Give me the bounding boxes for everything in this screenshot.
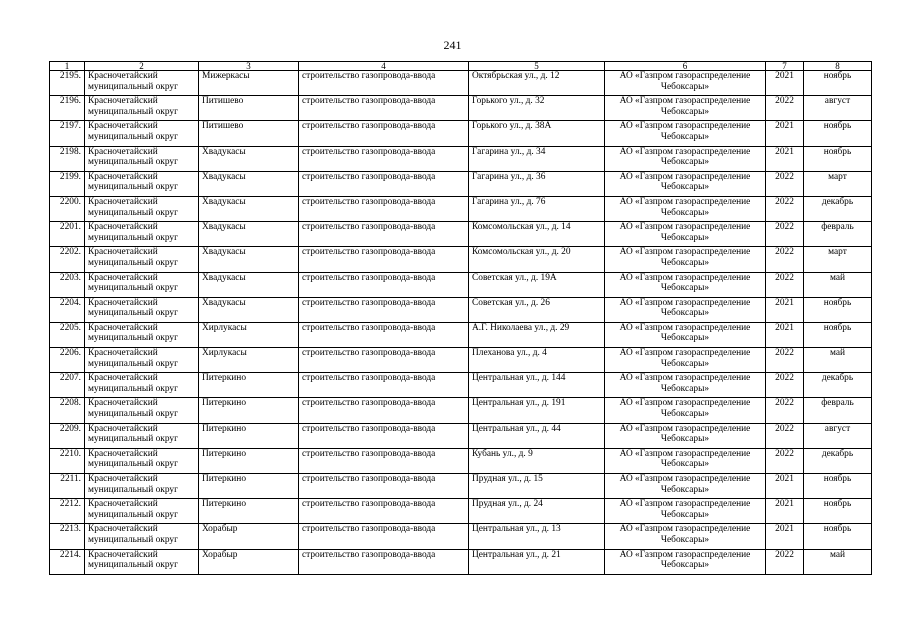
settlement-cell: Хвадукасы [199,272,299,297]
year-cell: 2022 [766,398,804,423]
work-type-cell: строительство газопровода-ввода [299,121,469,146]
year-cell: 2021 [766,71,804,96]
month-cell: ноябрь [804,146,872,171]
work-type-cell: строительство газопровода-ввода [299,474,469,499]
year-cell: 2022 [766,423,804,448]
address-cell: Горького ул., д. 38А [469,121,605,146]
address-cell: Центральная ул., д. 44 [469,423,605,448]
month-cell: ноябрь [804,121,872,146]
organization-cell: АО «Газпром газораспределение Чебоксары» [605,96,766,121]
settlement-cell: Питишево [199,121,299,146]
district-cell: Красночетайский муниципальный округ [85,348,199,373]
settlement-cell: Хвадукасы [199,247,299,272]
organization-cell: АО «Газпром газораспределение Чебоксары» [605,398,766,423]
table-row [50,348,872,373]
settlement-cell: Питишево [199,96,299,121]
row-number: 2212. [50,499,85,524]
address-cell: Плеханова ул., д. 4 [469,348,605,373]
month-cell: декабрь [804,448,872,473]
table-row [50,499,872,524]
district-cell: Красночетайский муниципальный округ [85,297,199,322]
organization-cell: АО «Газпром газораспределение Чебоксары» [605,373,766,398]
district-cell: Красночетайский муниципальный округ [85,524,199,549]
year-cell: 2022 [766,196,804,221]
district-cell: Красночетайский муниципальный округ [85,448,199,473]
organization-cell: АО «Газпром газораспределение Чебоксары» [605,71,766,96]
settlement-cell: Хорабыр [199,524,299,549]
organization-cell: АО «Газпром газораспределение Чебоксары» [605,222,766,247]
year-cell: 2021 [766,322,804,347]
address-cell: Гагарина ул., д. 34 [469,146,605,171]
address-cell: Кубань ул., д. 9 [469,448,605,473]
column-header: 3 [199,62,299,71]
month-cell: декабрь [804,196,872,221]
row-number: 2203. [50,272,85,297]
row-number: 2195. [50,71,85,96]
row-number: 2205. [50,322,85,347]
address-cell: Гагарина ул., д. 36 [469,171,605,196]
address-cell: Центральная ул., д. 13 [469,524,605,549]
work-type-cell: строительство газопровода-ввода [299,322,469,347]
organization-cell: АО «Газпром газораспределение Чебоксары» [605,448,766,473]
address-cell: Прудная ул., д. 24 [469,499,605,524]
settlement-cell: Хвадукасы [199,171,299,196]
district-cell: Красночетайский муниципальный округ [85,222,199,247]
table-row [50,96,872,121]
year-cell: 2021 [766,121,804,146]
organization-cell: АО «Газпром газораспределение Чебоксары» [605,247,766,272]
work-type-cell: строительство газопровода-ввода [299,71,469,96]
year-cell: 2021 [766,524,804,549]
row-number: 2214. [50,549,85,574]
settlement-cell: Питеркино [199,499,299,524]
district-cell: Красночетайский муниципальный округ [85,96,199,121]
table-row [50,398,872,423]
table-row [50,549,872,574]
year-cell: 2022 [766,171,804,196]
month-cell: ноябрь [804,297,872,322]
row-number: 2207. [50,373,85,398]
organization-cell: АО «Газпром газораспределение Чебоксары» [605,171,766,196]
work-type-cell: строительство газопровода-ввода [299,196,469,221]
organization-cell: АО «Газпром газораспределение Чебоксары» [605,474,766,499]
address-cell: Центральная ул., д. 144 [469,373,605,398]
month-cell: ноябрь [804,71,872,96]
table-row [50,121,872,146]
column-header: 6 [605,62,766,71]
address-cell: Центральная ул., д. 191 [469,398,605,423]
work-type-cell: строительство газопровода-ввода [299,499,469,524]
column-header: 4 [299,62,469,71]
table-row [50,146,872,171]
district-cell: Красночетайский муниципальный округ [85,398,199,423]
settlement-cell: Хвадукасы [199,196,299,221]
work-type-cell: строительство газопровода-ввода [299,171,469,196]
row-number: 2198. [50,146,85,171]
year-cell: 2022 [766,222,804,247]
year-cell: 2021 [766,146,804,171]
table-row [50,222,872,247]
table-row [50,448,872,473]
table-row [50,171,872,196]
gasification-table [49,61,872,575]
work-type-cell: строительство газопровода-ввода [299,146,469,171]
address-cell: А.Г. Николаева ул., д. 29 [469,322,605,347]
work-type-cell: строительство газопровода-ввода [299,297,469,322]
address-cell: Горького ул., д. 32 [469,96,605,121]
district-cell: Красночетайский муниципальный округ [85,171,199,196]
table-row [50,474,872,499]
table-row [50,423,872,448]
settlement-cell: Питеркино [199,398,299,423]
month-cell: ноябрь [804,524,872,549]
year-cell: 2022 [766,272,804,297]
column-header: 7 [766,62,804,71]
organization-cell: АО «Газпром газораспределение Чебоксары» [605,348,766,373]
month-cell: март [804,247,872,272]
work-type-cell: строительство газопровода-ввода [299,247,469,272]
organization-cell: АО «Газпром газораспределение Чебоксары» [605,322,766,347]
column-header: 5 [469,62,605,71]
table-row [50,247,872,272]
address-cell: Прудная ул., д. 15 [469,474,605,499]
district-cell: Красночетайский муниципальный округ [85,499,199,524]
month-cell: февраль [804,398,872,423]
table-row [50,373,872,398]
address-cell: Центральная ул., д. 21 [469,549,605,574]
row-number: 2206. [50,348,85,373]
month-cell: май [804,549,872,574]
month-cell: ноябрь [804,322,872,347]
row-number: 2201. [50,222,85,247]
row-number: 2213. [50,524,85,549]
month-cell: ноябрь [804,499,872,524]
organization-cell: АО «Газпром газораспределение Чебоксары» [605,121,766,146]
month-cell: май [804,272,872,297]
row-number: 2196. [50,96,85,121]
year-cell: 2022 [766,373,804,398]
column-header: 2 [85,62,199,71]
month-cell: август [804,423,872,448]
work-type-cell: строительство газопровода-ввода [299,398,469,423]
district-cell: Красночетайский муниципальный округ [85,71,199,96]
settlement-cell: Хирлукасы [199,322,299,347]
table-row [50,322,872,347]
settlement-cell: Питеркино [199,474,299,499]
district-cell: Красночетайский муниципальный округ [85,322,199,347]
year-cell: 2022 [766,247,804,272]
year-cell: 2021 [766,474,804,499]
table-row [50,297,872,322]
district-cell: Красночетайский муниципальный округ [85,474,199,499]
work-type-cell: строительство газопровода-ввода [299,524,469,549]
work-type-cell: строительство газопровода-ввода [299,272,469,297]
organization-cell: АО «Газпром газораспределение Чебоксары» [605,423,766,448]
column-number-row [50,62,872,71]
district-cell: Красночетайский муниципальный округ [85,121,199,146]
row-number: 2208. [50,398,85,423]
row-number: 2210. [50,448,85,473]
settlement-cell: Питеркино [199,423,299,448]
organization-cell: АО «Газпром газораспределение Чебоксары» [605,272,766,297]
column-header: 1 [50,62,85,71]
table-row [50,71,872,96]
settlement-cell: Хорабыр [199,549,299,574]
address-cell: Советская ул., д. 26 [469,297,605,322]
district-cell: Красночетайский муниципальный округ [85,247,199,272]
page-number: 241 [443,38,462,52]
district-cell: Красночетайский муниципальный округ [85,196,199,221]
year-cell: 2022 [766,448,804,473]
settlement-cell: Питеркино [199,373,299,398]
table-row [50,272,872,297]
year-cell: 2022 [766,96,804,121]
work-type-cell: строительство газопровода-ввода [299,373,469,398]
district-cell: Красночетайский муниципальный округ [85,549,199,574]
organization-cell: АО «Газпром газораспределение Чебоксары» [605,297,766,322]
address-cell: Комсомольская ул., д. 14 [469,222,605,247]
work-type-cell: строительство газопровода-ввода [299,448,469,473]
settlement-cell: Хвадукасы [199,297,299,322]
row-number: 2209. [50,423,85,448]
district-cell: Красночетайский муниципальный округ [85,146,199,171]
year-cell: 2022 [766,549,804,574]
row-number: 2202. [50,247,85,272]
row-number: 2200. [50,196,85,221]
work-type-cell: строительство газопровода-ввода [299,423,469,448]
address-cell: Гагарина ул., д. 76 [469,196,605,221]
month-cell: август [804,96,872,121]
row-number: 2211. [50,474,85,499]
column-header: 8 [804,62,872,71]
settlement-cell: Мижеркасы [199,71,299,96]
settlement-cell: Питеркино [199,448,299,473]
settlement-cell: Хвадукасы [199,222,299,247]
settlement-cell: Хирлукасы [199,348,299,373]
address-cell: Советская ул., д. 19А [469,272,605,297]
work-type-cell: строительство газопровода-ввода [299,549,469,574]
month-cell: март [804,171,872,196]
work-type-cell: строительство газопровода-ввода [299,96,469,121]
month-cell: февраль [804,222,872,247]
address-cell: Комсомольская ул., д. 20 [469,247,605,272]
address-cell: Октябрьская ул., д. 12 [469,71,605,96]
work-type-cell: строительство газопровода-ввода [299,222,469,247]
organization-cell: АО «Газпром газораспределение Чебоксары» [605,196,766,221]
month-cell: ноябрь [804,474,872,499]
settlement-cell: Хвадукасы [199,146,299,171]
year-cell: 2021 [766,499,804,524]
row-number: 2197. [50,121,85,146]
table-row [50,196,872,221]
work-type-cell: строительство газопровода-ввода [299,348,469,373]
district-cell: Красночетайский муниципальный округ [85,423,199,448]
organization-cell: АО «Газпром газораспределение Чебоксары» [605,549,766,574]
month-cell: декабрь [804,373,872,398]
month-cell: май [804,348,872,373]
district-cell: Красночетайский муниципальный округ [85,373,199,398]
year-cell: 2022 [766,348,804,373]
organization-cell: АО «Газпром газораспределение Чебоксары» [605,524,766,549]
row-number: 2199. [50,171,85,196]
row-number: 2204. [50,297,85,322]
organization-cell: АО «Газпром газораспределение Чебоксары» [605,499,766,524]
table-row [50,524,872,549]
year-cell: 2021 [766,297,804,322]
organization-cell: АО «Газпром газораспределение Чебоксары» [605,146,766,171]
district-cell: Красночетайский муниципальный округ [85,272,199,297]
